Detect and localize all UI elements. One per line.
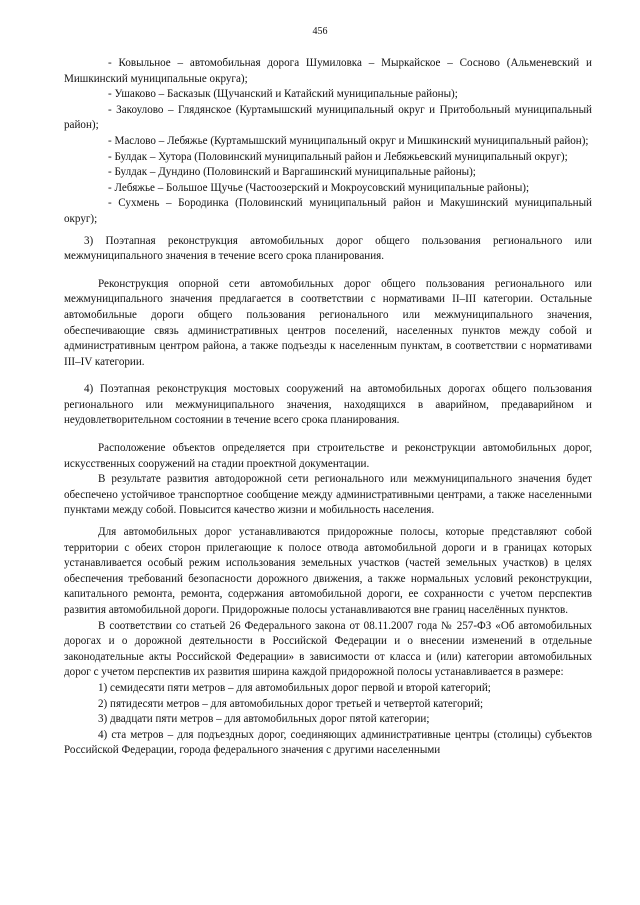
law-paragraph: В соответствии со статьей 26 Федерального закона от 08.11.2007 года № 257-ФЗ «Об автомобильных дорогах и о дорожной деятельности в Российской Федерации и о внесении изменений в отдельные законодательные акты Российской Федерации» в зависимости от класса и (или) категории автомобильных дорог с учетом перспектив их развития ширина каждой придорожной полосы устанавливается в размере:: [64, 619, 592, 679]
roadside-paragraph: Для автомобильных дорог устанавливаются придорожные полосы, которые представляют собой территории с обеих сторон прилегающие к полосе отвода автомобильной дороги и в границах которых устанавливается особый режим использования земельных участков (частей земельных участков) в целях обеспечения требований безопасности дорожного движения, а также нормальных условий реконструкции, капитального ремонта, ремонта, содержания автомобильной дороги, ее сохранности с учетом перспектив развития автомобильной дороги. Придорожные полосы устанавливаются вне границ населённых пунктов.: [64, 526, 592, 616]
width-list: [64, 681, 592, 759]
roads-list: [64, 56, 592, 228]
list-item: - Лебяжье – Большое Щучье (Частоозерский и Мокроусовский муниципальные районы);: [108, 181, 530, 194]
width-item: 3) двадцати пяти метров – для автомобильных дорог пятой категории;: [98, 713, 430, 726]
item-4-paragraph: 4) Поэтапная реконструкция мостовых сооружений на автомобильных дорогах общего пользования регионального или межмуниципального значения, находящихся в аварийном, предаварийном и неудовлетворительном состоянии в течение всего срока планирования.: [64, 383, 592, 427]
item-3-paragraph: 3) Поэтапная реконструкция автомобильных дорог общего пользования регионального или межмуниципального значения в течение всего срока планирования.: [64, 234, 592, 263]
document-body: [64, 56, 592, 759]
width-item: 1) семидесяти пяти метров – для автомобильных дорог первой и второй категорий;: [98, 681, 491, 694]
width-item: 2) пятидесяти метров – для автомобильных дорог третьей и четвертой категорий;: [98, 697, 484, 710]
list-item: - Сухмень – Бородинка (Половинский муниципальный район и Макушинский муниципальный округ);: [64, 197, 592, 225]
result-paragraph: В результате развития автодорожной сети регионального или межмуниципального значения будет обеспечено устойчивое транспортное сообщение между административными центрами, а также населенными пунктами между собой. Повысится качество жизни и мобильность населения.: [64, 473, 592, 517]
reconstruction-paragraph: Реконструкция опорной сети автомобильных дорог общего пользования регионального или межмуниципального значения предлагается в соответствии с нормативами II–III категории. Остальные автомобильные дороги общего пользования регионального или межмуниципального значения, обеспечивающие связь административных центров поселений, населенных пунктов между собой и административным центром района, а также подъезды к населенным пунктам, в соответствии с нормативами III–IV категории.: [64, 277, 592, 368]
list-item: - Булдак – Дундино (Половинский и Варгашинский муниципальные районы);: [108, 166, 476, 179]
list-item: - Булдак – Хутора (Половинский муниципальный район и Лебяжьевский муниципальный округ);: [108, 150, 568, 163]
list-item: - Маслово – Лебяжье (Куртамышский муниципальный округ и Мишкинский муниципальный район);: [108, 134, 589, 147]
location-paragraph: Расположение объектов определяется при строительстве и реконструкции автомобильных дорог, искусственных сооружений на стадии проектной документации.: [64, 442, 592, 470]
width-item: 4) ста метров – для подъездных дорог, соединяющих административные центры (столицы) субъектов Российской Федерации, города федерального значения с другими населенными: [64, 728, 592, 757]
list-item: - Ушаково – Басказык (Щучанский и Катайский муниципальные районы);: [108, 88, 458, 101]
list-item: - Закоулово – Глядянское (Куртамышский муниципальный округ и Притобольный муниципальный район);: [64, 103, 592, 132]
list-item: - Ковыльное – автомобильная дорога Шумиловка – Мыркайское – Сосново (Альменевский и Мишкинский муниципальные округа);: [64, 57, 592, 85]
page-number: 456: [312, 26, 328, 37]
